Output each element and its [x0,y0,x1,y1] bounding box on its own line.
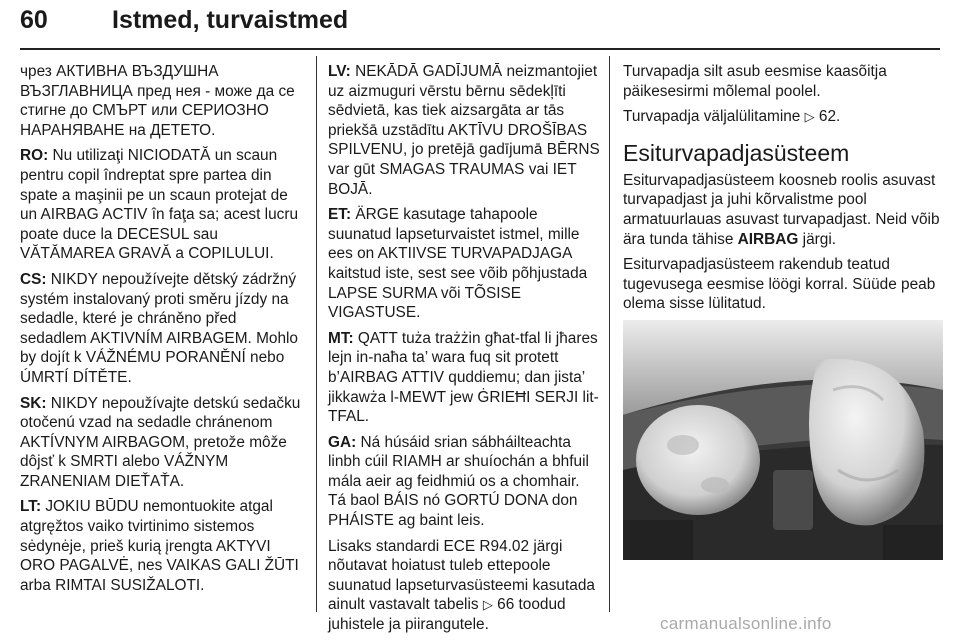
paragraph-text: NIKDY nepoužívejte dětský zádržný systém instalovaný proti směru jízdy na sedadle, které je chráněno před sedadlem AKTIVNÍM AIRBAGEM. Mohlo by dojít k VÁŽNÉMU PORANĚNÍ nebo ÚMRTÍ DÍTĚTE. [20,270,298,386]
page-ref-icon: ▷ [804,109,815,125]
paragraph-text: Esiturvapadjasüsteem koosneb roolis asuvast turvapadjast ja juhi kõrvalistme pool armatuurlauas asuvast turvapadjast. Neid võib ära tunda tähise [623,171,940,248]
paragraph-text: NEKĀDĀ GADĪJUMĀ neizmantojiet uz aizmuguri vērstu bērnu sēdekļīti sēdvietā, kas tiek aizsargāta ar tās priekšā uzstādītu AKTĪVU DROŠĪBAS SPILVENU, jo pretējā gadījumā BĒRNS var gūt SMAGAS TRAUMAS vai IET BOJĀ. [328,63,600,198]
driver-airbag [636,405,760,515]
paragraph [623,171,943,249]
language-code: MT: [328,329,354,347]
airbag-fold [701,477,729,493]
paragraph-ro [20,146,302,264]
language-code: LV: [328,63,351,80]
paragraph-text: чрез АКТИВНА ВЪЗДУШНА ВЪЗГЛАВНИЦА пред нея - може да се стигне до СМЪРТ или СЕРИОЗНО НАРАНЯВАНЕ на ДЕТЕТО. [20,63,295,139]
watermark: carmanualsonline.info [660,614,832,633]
paragraph [20,62,302,140]
paragraph-mt [328,329,600,427]
paragraph-cs [20,270,302,388]
paragraph-ga [328,433,600,531]
paragraph-sk [20,394,302,492]
paragraph: Esiturvapadjasüsteem rakendub teatud tugevusega eesmise löögi korral. Süüde peab olema sisse lülitatud. [623,256,936,313]
language-code: LT: [20,498,42,516]
driver-seat [623,520,693,560]
paragraph-text: JOKIU BŪDU nemontuokite atgal atgręžtos vaiko tvirtinimo sistemos sėdynėje, prieš kurią įrengta AKTYVI ORO PAGALVĖ, nes VAIKAS GALI ŽŪTI arba RIMTAI SUSIŽALOTI. [20,498,299,594]
language-code: SK: [20,394,47,412]
section-heading: Esiturvapadjasüsteem [623,139,850,166]
column-3 [623,62,943,560]
passenger-seat [883,525,943,560]
paragraph-lt [20,497,302,595]
airbag-fold [667,435,699,455]
column-1 [20,62,302,601]
center-console [773,470,813,530]
section-title: Istmed, turvaistmed [112,6,349,34]
column-divider [316,56,317,612]
paragraph-text: NIKDY nepoužívajte detskú sedačku otočenú vzad na sedadle chránenom AKTÍVNYM AIRBAGOM, pretože môže dôjsť k SMRTI alebo VÁŽNYM ZRANENIAM DIEŤAŤA. [20,394,301,490]
paragraph-et [328,205,600,323]
page-number: 60 [20,6,48,34]
column-2 [328,62,600,641]
page-ref-link[interactable]: 62. [814,108,841,126]
paragraph-text: QATT tuża trażżin għat-tfal li jħares lejn in-naħa ta’ wara fuq sit protett b’AIRBAG ATTIV quddiemu; dan jista’ jikkawża l-MEWT jew ĠRIEĦI SERJI lit-TFAL. [328,329,599,426]
paragraph-table-ref [328,537,600,635]
paragraph-text: Lisaks standardi ECE R94.02 järgi nõutavat hoiatust tuleb ettepoole suunatud lapseturvasüsteemi kasutada ainult vastavalt tabelis [328,537,595,614]
language-code: GA: [328,433,357,451]
paragraph-text: ÄRGE kasutage tahapoole suunatud lapseturvaistet istmel, mille ees on AKTIIVSE TURVAPADJAGA kaitstud iste, sest see võib põhjustada LAPSE SURMA või TÕSISE VIGASTUSE. [328,206,588,322]
paragraph-text: Ná húsáid srian sábháilteachta linbh cúil RIAMH ar shuíochán a bhfuil mála aeir ag feidhmiú os a chomhair. Tá baol BÁIS nó GORTÚ DONA don PHÁISTE ag baint leis. [328,433,589,530]
airbag-photo [623,320,943,560]
paragraph: Turvapadja silt asub eesmise kaasõitja päikesesirmi mõlemal poolel. [623,63,887,100]
page-header [20,0,940,50]
paragraph-text: järgi. [798,230,837,248]
language-code: CS: [20,270,47,288]
airbag-label: AIRBAG [737,230,799,248]
header-rule [20,48,940,50]
column-divider [609,56,610,612]
page-ref-icon: ▷ [482,597,493,613]
paragraph-deactivation-ref [623,107,943,127]
page-ref-link[interactable]: 66 toodud juhistele ja piirangutele. [328,596,566,634]
paragraph-lv [328,62,600,199]
language-code: ET: [328,206,352,224]
language-code: RO: [20,147,49,165]
paragraph-text: Turvapadja väljalülitamine [623,108,805,126]
paragraph-text: Nu utilizaţi NICIODATĂ un scaun pentru copil îndreptat spre partea din spate a maşinii pe un scaun protejat de un AIRBAG ACTIV în faţa sa; acest lucru poate duce la DECESUL sau VĂTĂMAREA GRAVĂ a COPILULUI. [20,147,299,263]
